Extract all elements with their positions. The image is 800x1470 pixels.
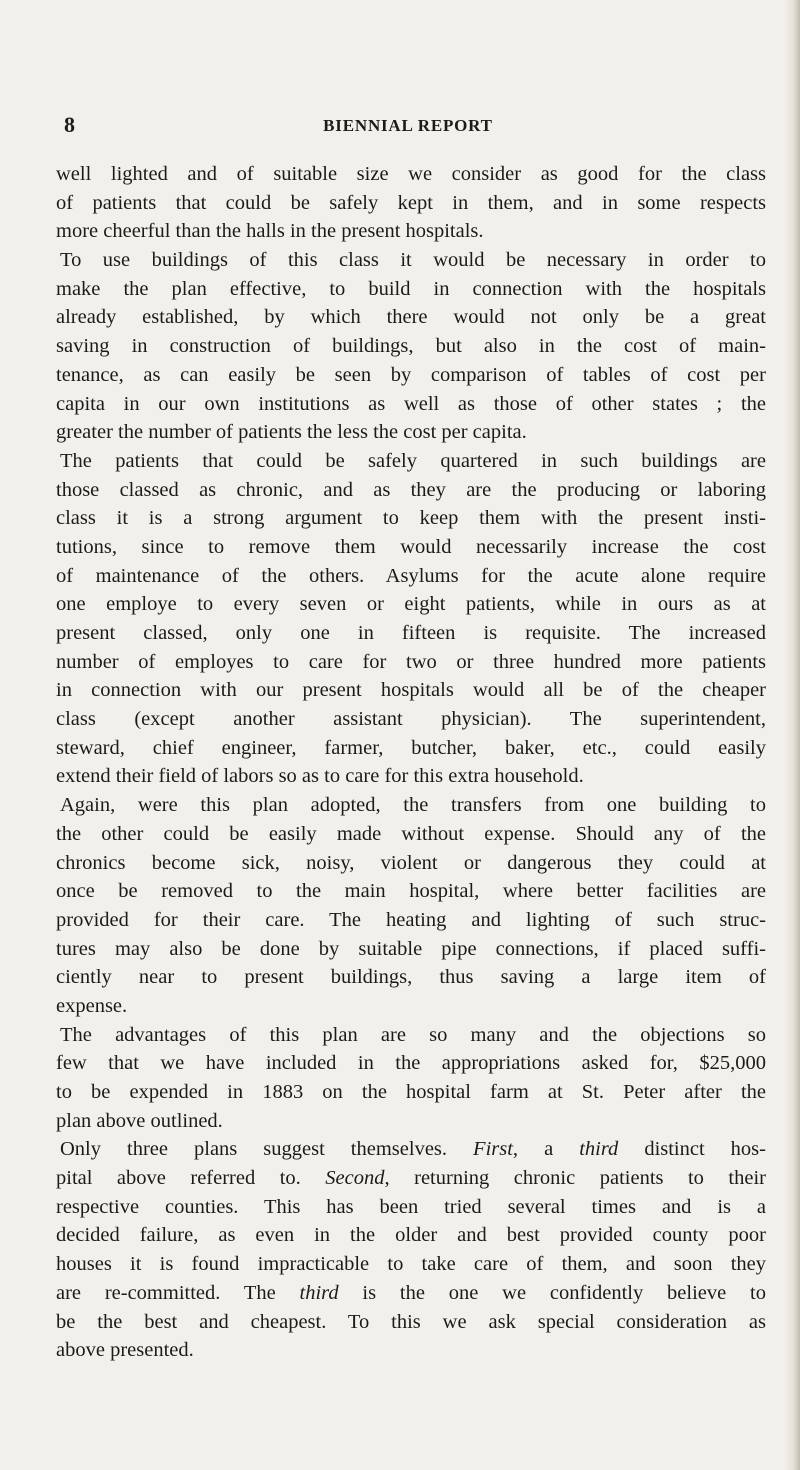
text-run: is the one we confidently believe to <box>338 1281 767 1304</box>
text-line: saving in construction of buildings, but also in the cost of main- <box>56 335 766 358</box>
text-line: of maintenance of the others. Asylums for the acute alone require <box>56 564 766 587</box>
text-line: one employe to every seven or eight patients, while in ours as at <box>56 593 766 616</box>
text-line: The advantages of this plan are so many and the objections so <box>60 1023 766 1046</box>
text-line: ciently near to present buildings, thus saving a large item of <box>56 966 766 989</box>
text-line: class it is a strong argument to keep them with the present insti- <box>56 507 766 530</box>
text-line: capita in our own institutions as well as those of other states ; the <box>56 392 766 415</box>
text-line: above presented. <box>56 1339 194 1362</box>
text-line: to be expended in 1883 on the hospital farm at St. Peter after the <box>56 1081 766 1103</box>
text-line: extend their field of labors so as to care for this extra household. <box>56 765 584 788</box>
page-number: 8 <box>64 112 75 137</box>
text-line: greater the number of patients the less the cost per capita. <box>56 421 527 444</box>
text-line: respective counties. This has been tried several times and is a <box>56 1195 766 1218</box>
text-line: those classed as chronic, and as they are the producing or laboring <box>56 478 766 501</box>
text-line: present classed, only one in fifteen is requisite. The increased <box>56 622 766 644</box>
text-line: expense. <box>56 994 128 1017</box>
text-line: decided failure, as even in the older and best provided county poor <box>56 1224 766 1247</box>
text-line: steward, chief engineer, farmer, butcher, baker, etc., could easily <box>56 736 766 759</box>
body-text <box>56 160 766 1365</box>
text-line <box>56 1164 766 1193</box>
text-run: pital above referred to. <box>56 1167 326 1190</box>
text-line: make the plan effective, to build in connection with the hospitals <box>56 277 766 300</box>
text-line: The patients that could be safely quartered in such buildings are <box>60 449 766 472</box>
text-run: distinct hos- <box>618 1138 766 1161</box>
page-header <box>58 112 758 142</box>
text-line: tures may also be done by suitable pipe connections, if placed suffi- <box>56 937 766 960</box>
text-line: tenance, as can easily be seen by comparison of tables of cost per <box>56 363 766 386</box>
text-line: in connection with our present hospitals would all be of the cheaper <box>56 679 766 702</box>
emphasis-first: First <box>473 1138 513 1161</box>
text-line: plan above outlined. <box>56 1109 223 1132</box>
text-run: are re-committed. The <box>56 1281 300 1304</box>
text-line: chronics become sick, noisy, violent or dangerous they could at <box>56 851 766 874</box>
text-line <box>56 1135 766 1164</box>
text-line: well lighted and of suitable size we consider as good for the class <box>56 163 766 185</box>
text-line: provided for their care. The heating and lighting of such struc- <box>56 908 766 931</box>
emphasis-third: third <box>299 1281 339 1304</box>
emphasis-third: third <box>579 1138 619 1161</box>
emphasis-second: Second <box>325 1167 385 1190</box>
text-line: number of employes to care for two or three hundred more patients <box>56 650 766 673</box>
running-head: BIENNIAL REPORT <box>323 116 493 135</box>
text-run: Only three plans suggest themselves. <box>60 1138 474 1161</box>
text-line: houses it is found impracticable to take care of them, and soon they <box>56 1253 766 1276</box>
text-line: be the best and cheapest. To this we ask special consideration as <box>56 1310 766 1333</box>
text-line: To use buildings of this class it would be necessary in order to <box>60 249 766 272</box>
page-edge-shadow <box>784 0 800 1470</box>
text-line <box>56 1279 766 1308</box>
text-run: , a <box>512 1138 580 1161</box>
text-line: once be removed to the main hospital, where better facilities are <box>56 880 766 903</box>
text-line: class (except another assistant physician). The superintendent, <box>56 708 766 731</box>
text-line: tutions, since to remove them would necessarily increase the cost <box>56 535 766 558</box>
text-line: Again, were this plan adopted, the transfers from one building to <box>60 794 766 817</box>
text-line: few that we have included in the appropriations asked for, $25,000 <box>56 1052 766 1075</box>
text-line: more cheerful than the halls in the present hospitals. <box>56 220 484 243</box>
text-line: already established, by which there would not only be a great <box>56 306 766 329</box>
text-run: , returning chronic patients to their <box>384 1167 766 1190</box>
text-line: of patients that could be safely kept in them, and in some respects <box>56 191 766 214</box>
text-line: the other could be easily made without expense. Should any of the <box>56 822 766 845</box>
